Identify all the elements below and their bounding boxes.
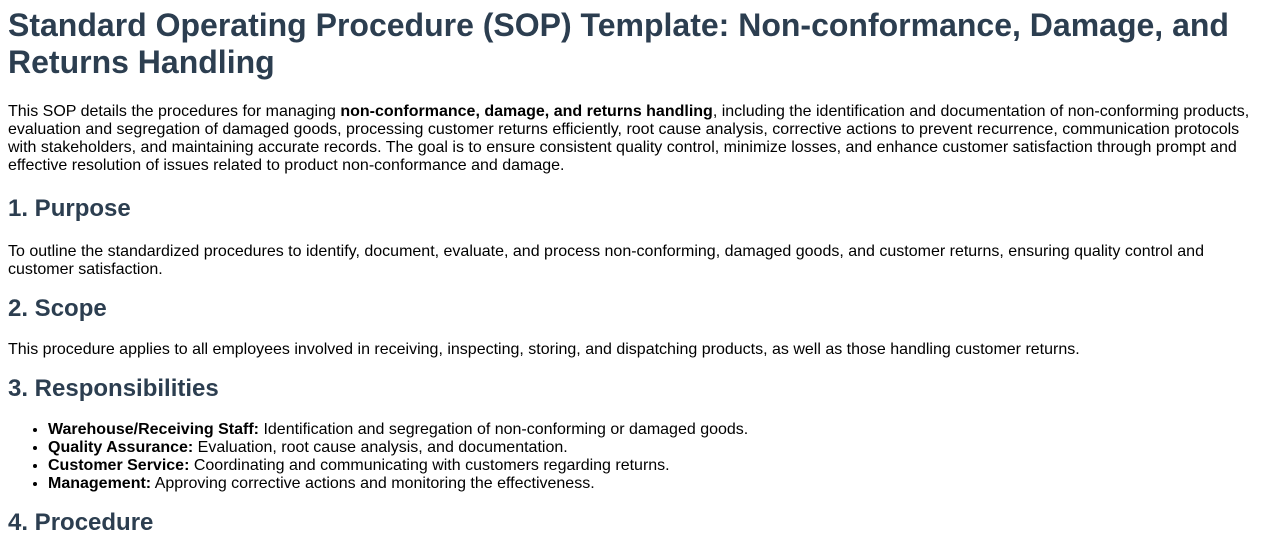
list-item — [48, 421, 1255, 439]
list-item — [48, 439, 1255, 457]
role-label: Customer Service: — [48, 457, 190, 474]
section-heading-scope: 2. Scope — [8, 295, 107, 322]
document-page — [0, 7, 1263, 533]
role-label: Management: — [48, 475, 152, 492]
list-item — [48, 475, 1255, 493]
section-heading-procedure: 4. Procedure — [8, 509, 154, 533]
role-description: Identification and segregation of non-conforming or damaged goods. — [259, 421, 749, 438]
intro-paragraph — [8, 103, 1255, 175]
section-text-purpose: To outline the standardized procedures to identify, document, evaluate, and process non-conforming, damaged goods, and customer returns, ensuring quality control and customer satisfaction. — [8, 243, 1204, 278]
role-label: Warehouse/Receiving Staff: — [48, 421, 260, 438]
responsibilities-list — [8, 421, 1255, 493]
role-label: Quality Assurance: — [48, 439, 194, 456]
list-item — [48, 457, 1255, 475]
intro-text-before: This SOP details the procedures for managing — [8, 103, 341, 120]
intro-text-after: , including the identification and documentation of non-conforming products, evaluation and segregation of damaged goods, processing customer returns efficiently, root cause analysis, corrective actions to prevent recurrence, communication protocols with stakeholders, and maintaining accurate records. The goal is to ensure consistent quality control, minimize losses, and enhance customer satisfaction through prompt and effective resolution of issues related to product non-conformance and damage. — [8, 103, 1250, 174]
role-description: Approving corrective actions and monitoring the effectiveness. — [151, 475, 595, 492]
role-description: Coordinating and communicating with customers regarding returns. — [189, 457, 670, 474]
intro-text-bold: non-conformance, damage, and returns handling — [340, 103, 713, 120]
page-title: Standard Operating Procedure (SOP) Template: Non-conformance, Damage, and Returns Handling — [8, 7, 1229, 80]
section-heading-responsibilities: 3. Responsibilities — [8, 375, 219, 402]
section-text-scope: This procedure applies to all employees involved in receiving, inspecting, storing, and dispatching products, as well as those handling customer returns. — [8, 341, 1080, 358]
role-description: Evaluation, root cause analysis, and documentation. — [193, 439, 568, 456]
section-heading-purpose: 1. Purpose — [8, 195, 131, 222]
